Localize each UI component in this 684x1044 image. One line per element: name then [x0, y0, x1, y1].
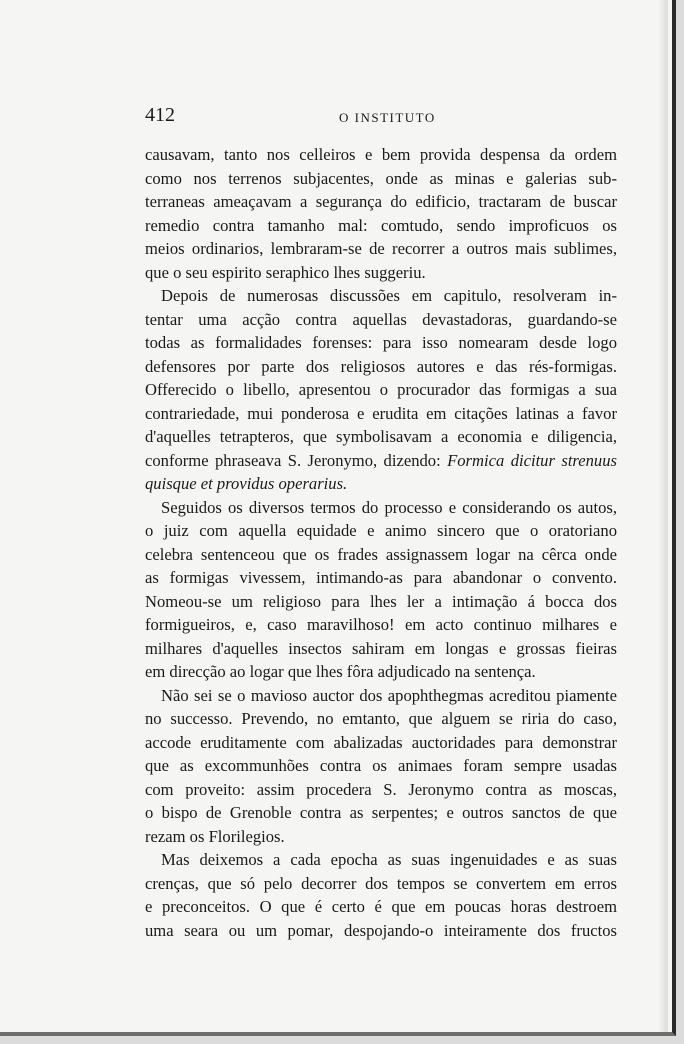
text-line: Nomeou-se um religioso para lhes ler a intimação á bocca dos: [145, 591, 617, 611]
latin-quote-continuation: quisque et providus operarius.: [145, 474, 348, 493]
latin-quote: Formica dicitur strenuus: [447, 450, 617, 470]
text-line: celebra sentenceou que os frades assignassem logar na cêrca onde: [145, 544, 617, 564]
text-line: [145, 449, 617, 473]
paragraph-1: [145, 143, 617, 284]
paragraph-2: [145, 284, 617, 496]
text-line: Mas deixemos a cada epocha as suas ingenuidades e as suas: [161, 850, 617, 869]
paragraph-3: [145, 496, 617, 684]
text-line: meios ordinarios, lembraram-se de recorrer a outros mais sublimes,: [145, 239, 617, 258]
text-line: as formigas vivessem, intimando-as para abandonar o convento.: [145, 568, 617, 587]
text-line: terraneas ameaçavam a segurança do edificio, tractaram de buscar: [145, 192, 617, 211]
text-line: todas as formalidades forenses: para isso nomearam desde logo: [145, 333, 617, 352]
text-line: defensores por parte dos religiosos autores e das rés-formigas.: [145, 356, 617, 376]
text-line: formigueiros, e, caso maravilhoso! em acto continuo milhares e: [145, 615, 617, 634]
text-line: como nos terrenos subjacentes, onde as minas e galerias sub-: [145, 168, 617, 188]
text-segment: conforme phraseava S. Jeronymo, dizendo:: [145, 450, 441, 470]
text-line: Não sei se o mavioso auctor dos apophthegmas acreditou piamente: [161, 685, 617, 705]
text-line: e preconceitos. O que é certo é que em poucas horas destroem: [145, 897, 617, 916]
text-line: no successo. Prevendo, no emtanto, que alguem se riria do caso,: [145, 709, 617, 728]
text-line: o bispo de Grenoble contra as serpentes; e outros sanctos de que: [145, 803, 617, 822]
running-title: O INSTITUTO: [339, 110, 436, 125]
page-edge-shadow: [658, 0, 668, 1032]
text-line: uma seara ou um pomar, despojando-o inteiramente dos fructos: [145, 920, 617, 940]
text-line: accode eruditamente com abalizadas auctoridades para demonstrar: [145, 732, 617, 752]
text-line: contrariedade, mui ponderosa e erudita em citações latinas a favor: [145, 403, 617, 423]
text-line: com proveito: assim procedera S. Jeronymo contra as moscas,: [145, 779, 617, 799]
text-line: Seguidos os diversos termos do processo e considerando os autos,: [161, 497, 617, 517]
text-line: crenças, que só pelo decorrer dos tempos se convertem em erros: [145, 873, 617, 893]
paragraph-4: [145, 684, 617, 849]
page-number: 412: [145, 104, 175, 126]
text-line: tentar uma acção contra aquellas devastadoras, guardando-se: [145, 309, 617, 329]
text-line: em direcção ao logar que lhes fôra adjudicado na sentença.: [145, 662, 536, 681]
text-line: Depois de numerosas discussões em capitulo, resolveram in-: [161, 286, 617, 305]
text-line: milhares d'aquelles insectos sahiram em longas e grossas fieiras: [145, 638, 617, 658]
paragraph-5: [145, 848, 617, 942]
text-line: causavam, tanto nos celleiros e bem provida despensa da ordem: [145, 145, 617, 164]
text-line: Offerecido o libello, apresentou o procurador das formigas a sua: [145, 380, 617, 399]
text-line: que as excommunhões contra os animaes foram sempre usadas: [145, 756, 617, 775]
page-header: [145, 104, 615, 130]
text-line: que o seu espirito seraphico lhes suggeriu.: [145, 262, 426, 282]
text-line: o juiz com aquella equidade e animo sincero que o oratoriano: [145, 521, 617, 540]
text-line: d'aquelles tetrapteros, que symbolisavam a economia e diligencia,: [145, 427, 617, 446]
text-line: rezam os Florilegios.: [145, 826, 285, 846]
text-line: remedio contra tamanho mal: comtudo, sendo improficuos os: [145, 215, 617, 235]
body-text: [145, 143, 617, 942]
